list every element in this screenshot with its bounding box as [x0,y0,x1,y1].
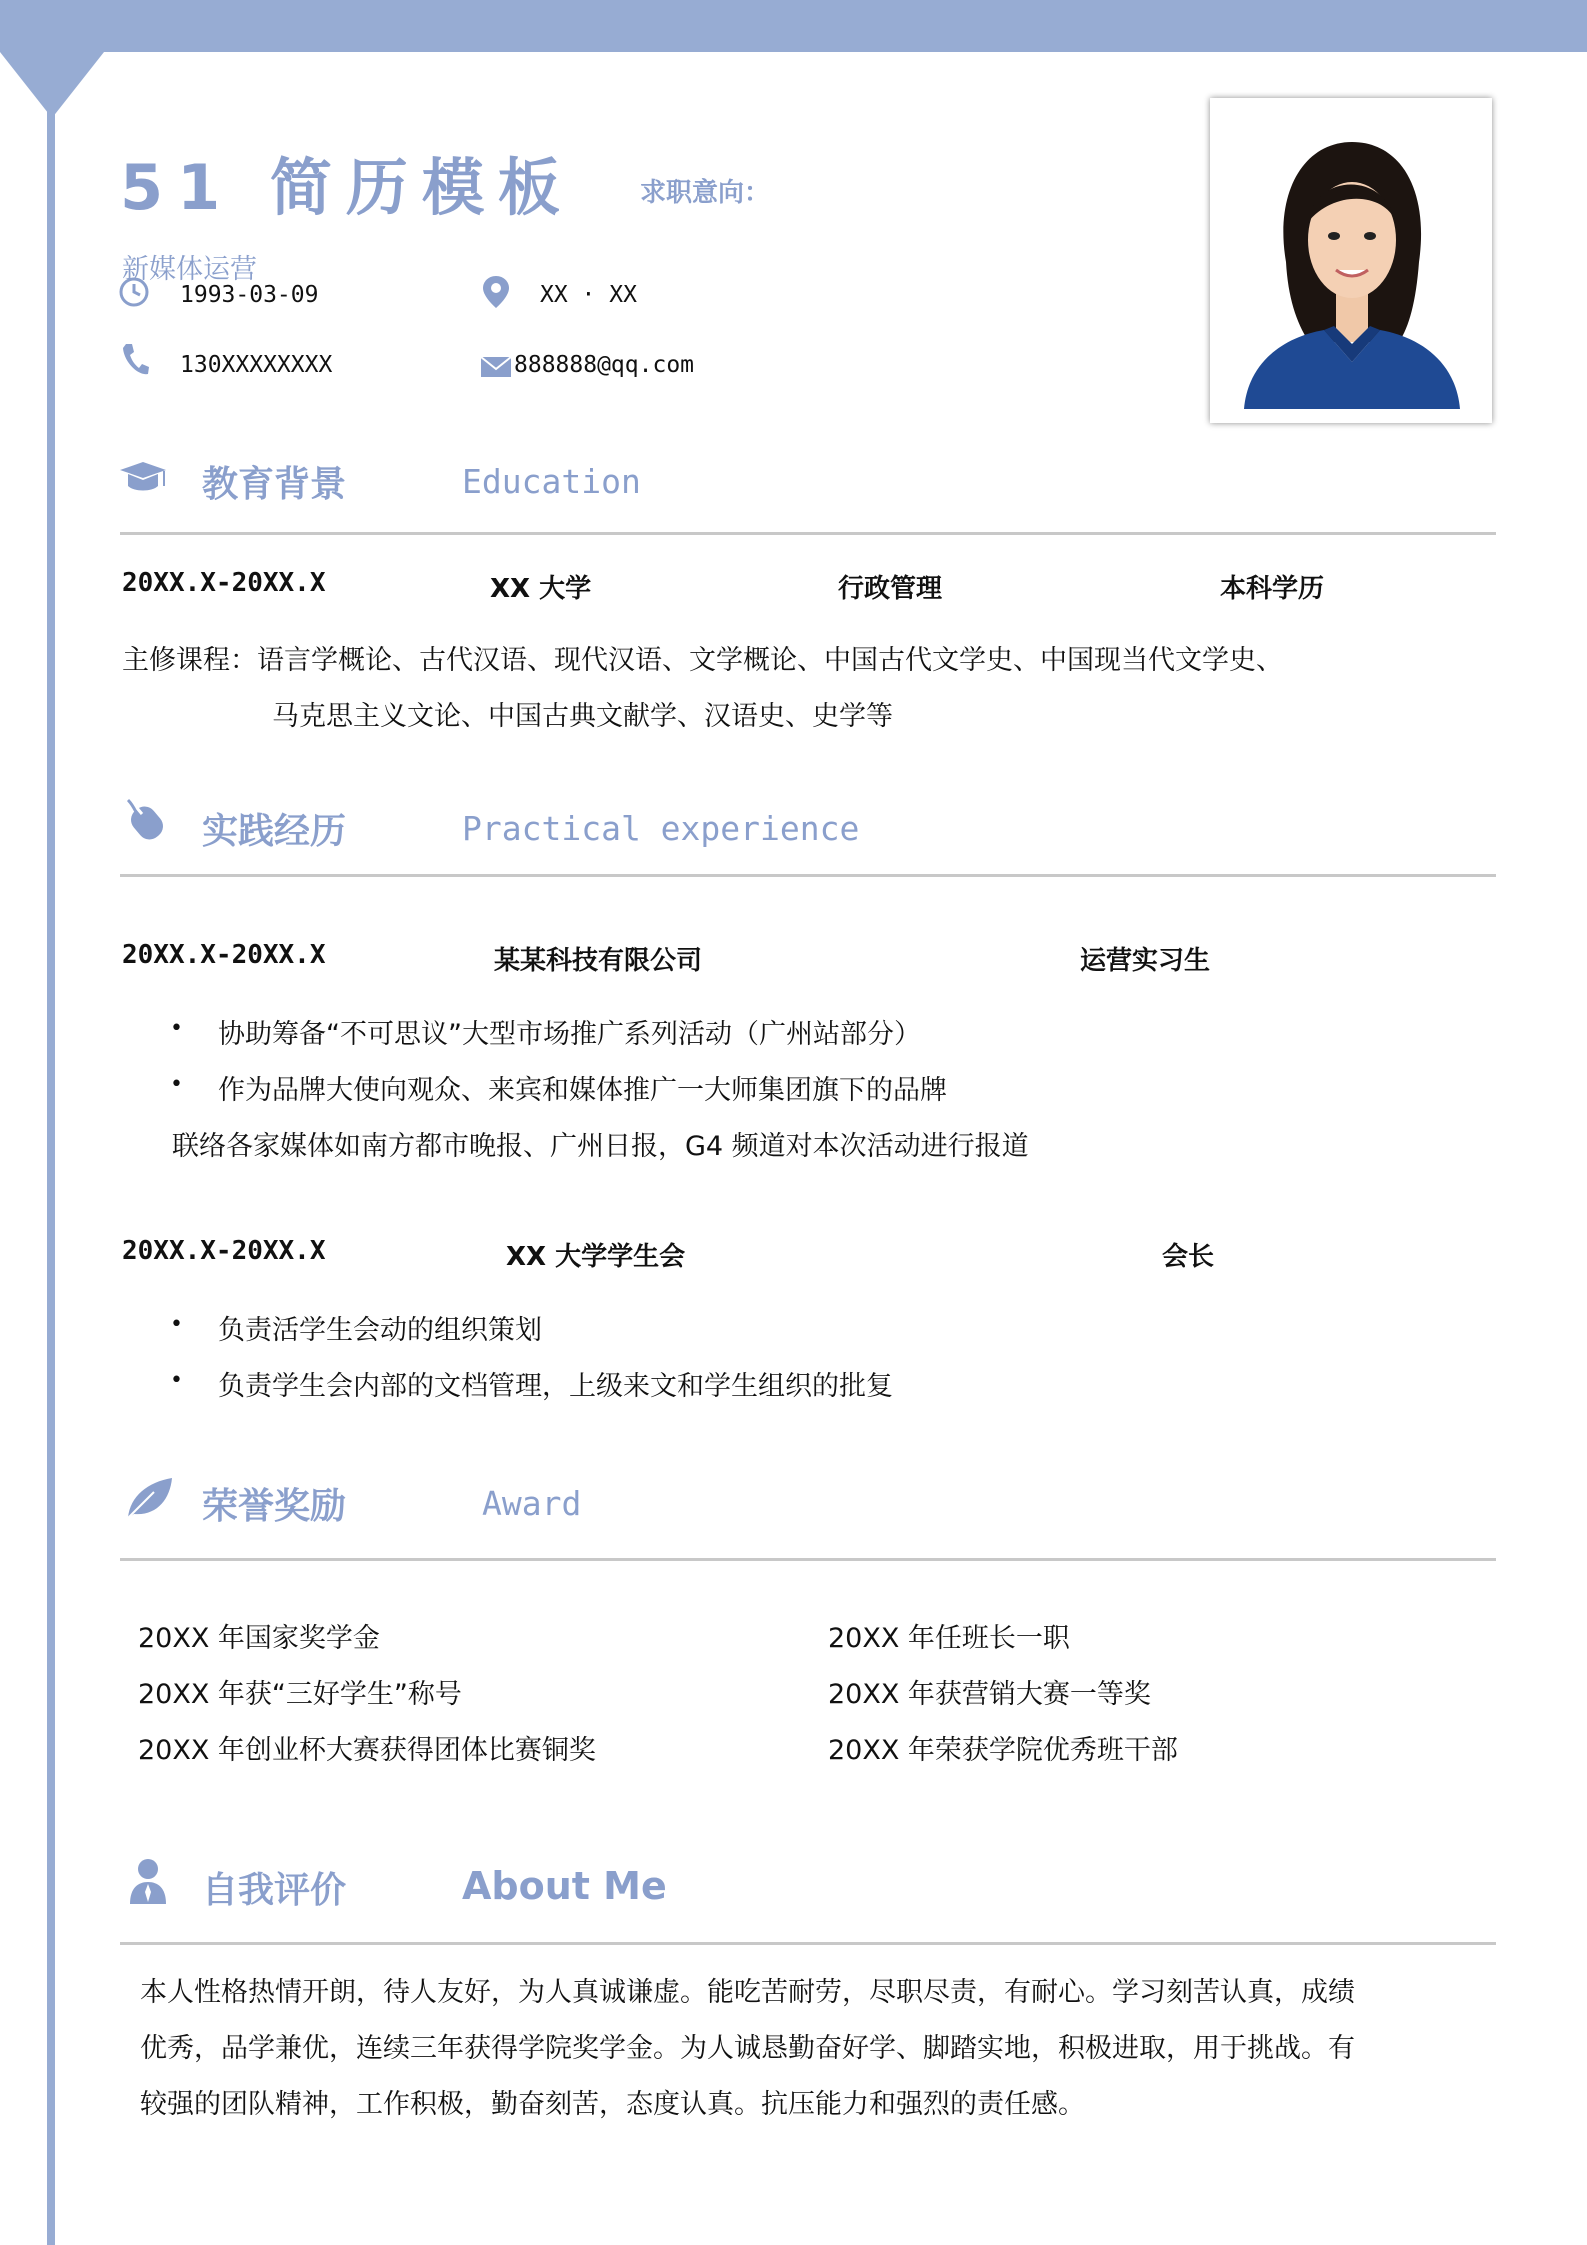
practice-2-org: XX 大学学生会 [506,1242,686,1272]
mouse-icon [124,798,172,844]
profile-photo [1210,98,1492,423]
practice-2-role: 会长 [1162,1242,1215,1272]
about-title-en: About Me [462,1864,667,1908]
practice-1-extra: 联络各家媒体如南方都市晚报、广州日报，G4 频道对本次活动进行报道 [172,1131,1029,1162]
award-left-2: 20XX 年获“三好学生”称号 [138,1679,462,1710]
award-left-1: 20XX 年国家奖学金 [138,1623,380,1654]
page-title: 51 简历模板 [120,151,574,224]
practice-1-bullet-2: 作为品牌大使向观众、来宾和媒体推广一大师集团旗下的品牌 [218,1075,947,1106]
education-courses-line1: 主修课程：语言学概论、古代汉语、现代汉语、文学概论、中国古代文学史、中国现当代文学史、 [122,645,1283,676]
practice-2-period: 20XX.X-20XX.X [122,1236,326,1266]
location: XX · XX [540,282,637,308]
about-title-cn: 自我评价 [202,1870,347,1911]
education-divider [120,532,1496,535]
practice-1-role: 运营实习生 [1080,946,1211,976]
award-left-3: 20XX 年创业杯大赛获得团体比赛铜奖 [138,1735,596,1766]
clock-icon [118,276,150,308]
mail-icon [480,356,512,378]
practice-divider [120,874,1496,877]
practice-1-bullet-1: 协助筹备“不可思议”大型市场推广系列活动（广州站部分） [218,1019,921,1050]
education-school: XX 大学 [490,574,592,604]
education-title-cn: 教育背景 [202,464,347,505]
award-right-3: 20XX 年荣获学院优秀班干部 [828,1735,1178,1766]
email: 888888@qq.com [514,352,695,378]
practice-title-en: Practical experience [462,809,860,848]
education-degree: 本科学历 [1220,574,1325,604]
bullet-dot: • [170,1016,183,1041]
bullet-dot: • [170,1312,183,1337]
education-courses-line2: 马克思主义文论、中国古典文献学、汉语史、史学等 [272,701,893,732]
education-title-en: Education [462,462,641,501]
education-period: 20XX.X-20XX.X [122,568,326,598]
about-line-3: 较强的团队精神，工作积极，勤奋刻苦，态度认真。抗压能力和强烈的责任感。 [140,2089,1085,2120]
practice-2-bullet-2: 负责学生会内部的文档管理，上级来文和学生组织的批复 [218,1371,893,1402]
awards-title-cn: 荣誉奖励 [202,1486,347,1527]
phone: 130XXXXXXXX [180,352,333,378]
bullet-dot: • [170,1072,183,1097]
top-bar [0,0,1587,52]
practice-1-org: 某某科技有限公司 [494,946,703,976]
about-line-1: 本人性格热情开朗，待人友好，为人真诚谦虚。能吃苦耐劳，尽职尽责，有耐心。学习刻苦认真，成绩 [140,1977,1355,2008]
about-line-2: 优秀，品学兼优，连续三年获得学院奖学金。为人诚恳勤奋好学、脚踏实地，积极进取，用于挑战。有 [140,2033,1355,2064]
practice-title-cn: 实践经历 [202,811,347,852]
awards-divider [120,1558,1496,1561]
phone-icon [120,342,150,378]
user-icon [128,1858,168,1906]
birthday: 1993-03-09 [180,282,319,308]
intent-value: 新媒体运营 [122,254,257,285]
leaf-icon [124,1476,174,1520]
bullet-dot: • [170,1368,183,1393]
practice-2-bullet-1: 负责活学生会动的组织策划 [218,1315,542,1346]
education-major: 行政管理 [838,574,943,604]
side-line [47,52,55,2245]
award-right-2: 20XX 年获营销大赛一等奖 [828,1679,1151,1710]
about-divider [120,1942,1496,1945]
location-pin-icon [480,274,512,310]
awards-title-en: Award [482,1484,582,1523]
award-right-1: 20XX 年任班长一职 [828,1623,1070,1654]
practice-1-period: 20XX.X-20XX.X [122,940,326,970]
intent-label: 求职意向： [640,178,771,208]
graduation-cap-icon [118,460,168,496]
